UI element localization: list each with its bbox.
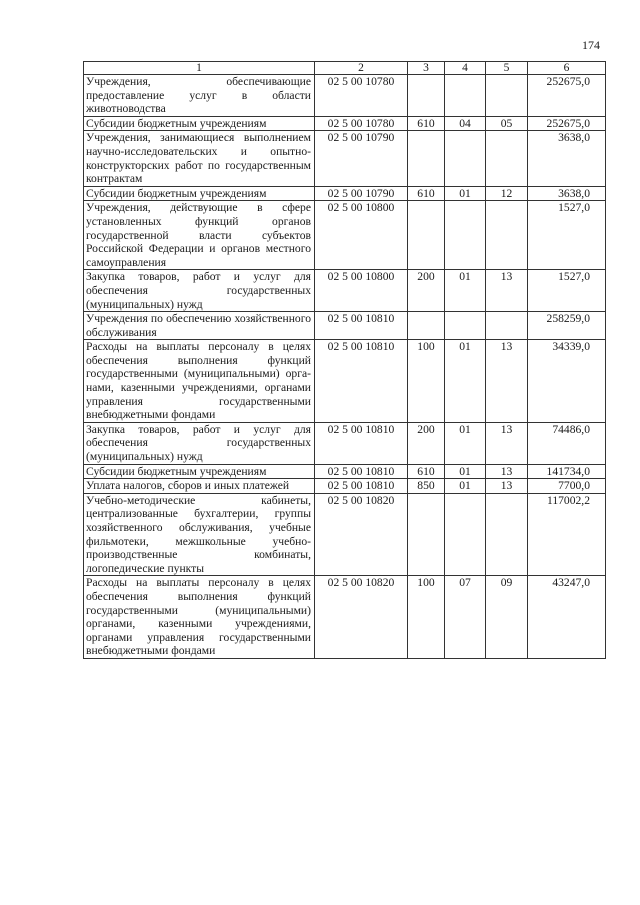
row-rz-cell: 01 [445,340,486,423]
row-rz-cell [445,201,486,270]
row-code-cell: 02 5 00 10810 [315,464,408,479]
row-amount-cell: 74486,0 [528,422,606,464]
row-amount-cell: 7700,0 [528,479,606,494]
budget-table [83,61,606,659]
row-amount-cell: 3638,0 [528,131,606,186]
table-row [84,479,606,494]
row-code-cell: 02 5 00 10810 [315,479,408,494]
column-header: 4 [445,62,486,75]
row-amount-cell: 252675,0 [528,116,606,131]
row-vr-cell: 200 [408,270,445,312]
row-name-cell: Закупка товаров, работ и услуг для обеспечения государственных (муниципальных) нужд [84,422,315,464]
row-rz-cell: 07 [445,576,486,659]
row-amount-cell: 34339,0 [528,340,606,423]
table-header-row [84,62,606,75]
column-header: 6 [528,62,606,75]
row-pr-cell: 12 [486,186,528,201]
row-vr-cell: 610 [408,186,445,201]
table-row [84,464,606,479]
row-amount-cell: 3638,0 [528,186,606,201]
table-row [84,116,606,131]
row-amount-cell: 258259,0 [528,312,606,340]
row-pr-cell: 09 [486,576,528,659]
row-name-cell: Учреждения по обеспечению хозяйственного обслуживания [84,312,315,340]
table-row [84,186,606,201]
row-code-cell: 02 5 00 10800 [315,201,408,270]
row-rz-cell [445,131,486,186]
row-code-cell: 02 5 00 10790 [315,131,408,186]
row-pr-cell: 13 [486,464,528,479]
table-row [84,75,606,117]
table-row [84,312,606,340]
table-row [84,493,606,576]
row-vr-cell: 100 [408,576,445,659]
row-pr-cell [486,75,528,117]
row-code-cell: 02 5 00 10820 [315,493,408,576]
row-vr-cell: 610 [408,464,445,479]
row-pr-cell: 13 [486,479,528,494]
row-name-cell: Учреждения, обеспечивающие предоставление услуг в области животноводства [84,75,315,117]
row-name-cell: Субсидии бюджетным учреждениям [84,186,315,201]
row-name-cell: Расходы на выплаты персоналу в целях обеспечения выполнения функций государственными (муниципальными) органами, казенными учреждениями, органами управления государственными внебюджетными фондами [84,576,315,659]
row-name-cell: Учреждения, действующие в сфере установленных функций органов государственной власти субъектов Российской Федерации и органов местного самоуправления [84,201,315,270]
table-row [84,422,606,464]
table-row [84,131,606,186]
row-name-cell: Учреждения, занимающиеся выполнением научно-исследовательских и опытно-конструкторских работ по государственным контрактам [84,131,315,186]
row-name-cell: Учебно-методические кабинеты, централизованные бухгалтерии, группы хозяйственного обслуживания, учебные фильмотеки, межшкольные учебно-производственные комбинаты, логопедические пункты [84,493,315,576]
row-vr-cell [408,493,445,576]
row-pr-cell [486,312,528,340]
row-name-cell: Субсидии бюджетным учреждениям [84,464,315,479]
row-vr-cell: 610 [408,116,445,131]
row-code-cell: 02 5 00 10810 [315,312,408,340]
row-code-cell: 02 5 00 10810 [315,340,408,423]
row-pr-cell [486,201,528,270]
row-amount-cell: 117002,2 [528,493,606,576]
row-code-cell: 02 5 00 10820 [315,576,408,659]
row-rz-cell: 04 [445,116,486,131]
row-vr-cell: 200 [408,422,445,464]
row-rz-cell: 01 [445,186,486,201]
row-pr-cell: 13 [486,340,528,423]
row-vr-cell [408,201,445,270]
page-number: 174 [582,38,600,52]
row-code-cell: 02 5 00 10780 [315,75,408,117]
row-amount-cell: 1527,0 [528,270,606,312]
row-name-cell: Закупка товаров, работ и услуг для обеспечения государственных (муниципальных) нужд [84,270,315,312]
row-pr-cell [486,131,528,186]
row-amount-cell: 141734,0 [528,464,606,479]
row-amount-cell: 1527,0 [528,201,606,270]
column-header: 1 [84,62,315,75]
row-vr-cell [408,131,445,186]
row-rz-cell: 01 [445,464,486,479]
table-row [84,340,606,423]
row-rz-cell [445,312,486,340]
row-rz-cell: 01 [445,270,486,312]
row-code-cell: 02 5 00 10780 [315,116,408,131]
row-code-cell: 02 5 00 10790 [315,186,408,201]
row-name-cell: Уплата налогов, сборов и иных платежей [84,479,315,494]
row-pr-cell: 05 [486,116,528,131]
column-header: 5 [486,62,528,75]
row-rz-cell [445,493,486,576]
row-name-cell: Расходы на выплаты персоналу в целях обеспечения выполнения функций государственными (муниципальными) органами, казенными учреждениями, органами управления государственными внебюджетными фондами [84,340,315,423]
row-amount-cell: 252675,0 [528,75,606,117]
row-vr-cell [408,75,445,117]
column-header: 2 [315,62,408,75]
table-row [84,576,606,659]
table-row [84,201,606,270]
row-name-cell: Субсидии бюджетным учреждениям [84,116,315,131]
row-rz-cell: 01 [445,479,486,494]
row-pr-cell: 13 [486,422,528,464]
table-row [84,270,606,312]
row-vr-cell: 850 [408,479,445,494]
row-vr-cell [408,312,445,340]
row-amount-cell: 43247,0 [528,576,606,659]
row-rz-cell: 01 [445,422,486,464]
row-vr-cell: 100 [408,340,445,423]
row-pr-cell [486,493,528,576]
row-code-cell: 02 5 00 10800 [315,270,408,312]
row-rz-cell [445,75,486,117]
row-pr-cell: 13 [486,270,528,312]
column-header: 3 [408,62,445,75]
row-code-cell: 02 5 00 10810 [315,422,408,464]
